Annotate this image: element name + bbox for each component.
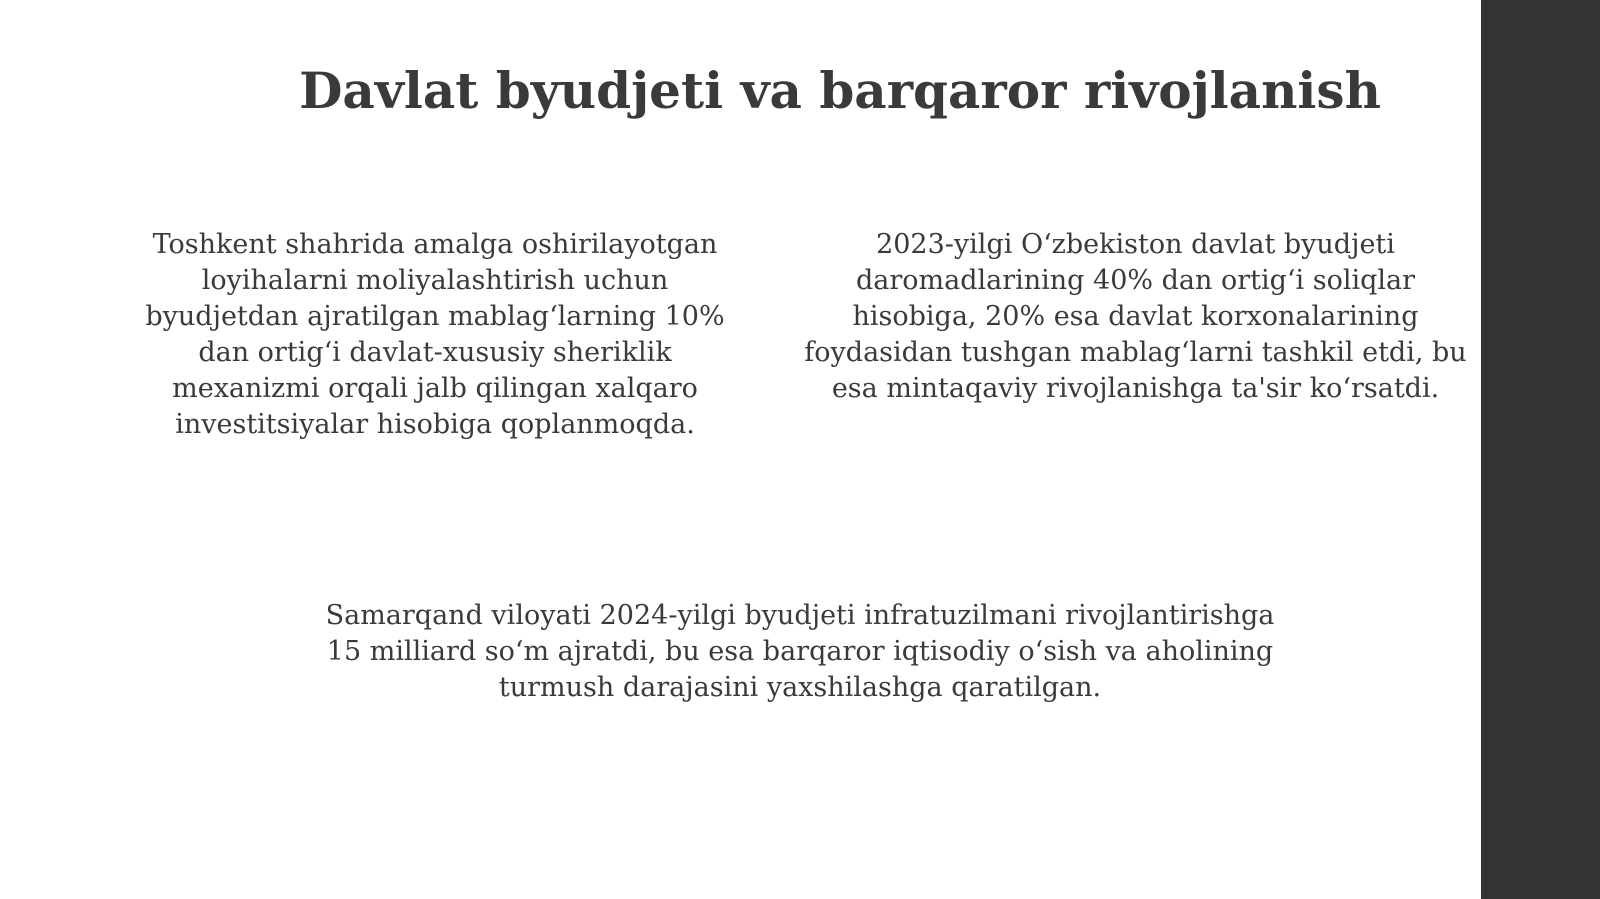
text-line: hisobiga, 20% esa davlat korxonalarining	[852, 301, 1419, 332]
text-line: daromadlarining 40% dan ortig‘i soliqlar	[855, 265, 1416, 296]
text-line: investitsiyalar hisobiga qoplanmoqda.	[175, 409, 695, 440]
text-line: turmush darajasini yaxshilashga qaratilgan.	[498, 672, 1102, 703]
text-line: Samarqand viloyati 2024-yilgi byudjeti infratuzilmani rivojlantirishga	[325, 600, 1275, 631]
text-line: dan ortig‘i davlat-xususiy sheriklik	[198, 337, 672, 368]
text-block-left	[100, 227, 770, 443]
text-block-bottom	[250, 598, 1350, 706]
text-line: byudjetdan ajratilgan mablag‘larning 10%	[145, 301, 725, 332]
text-block-right	[790, 227, 1481, 407]
text-line: Toshkent shahrida amalga oshirilayotgan	[152, 229, 718, 260]
text-line: esa mintaqaviy rivojlanishga ta'sir ko‘rsatdi.	[831, 373, 1440, 404]
text-line: foydasidan tushgan mablag‘larni tashkil etdi, bu	[804, 337, 1467, 368]
text-line: loyihalarni moliyalashtirish uchun	[201, 265, 669, 296]
text-line: 15 milliard so‘m ajratdi, bu esa barqaror iqtisodiy o‘sish va aholining	[326, 636, 1274, 667]
slide-title: Davlat byudjeti va barqaror rivojlanish	[299, 61, 1381, 120]
text-line: 2023-yilgi O‘zbekiston davlat byudjeti	[876, 229, 1395, 260]
side-bar	[1481, 0, 1600, 899]
text-line: mexanizmi orqali jalb qilingan xalqaro	[172, 373, 698, 404]
